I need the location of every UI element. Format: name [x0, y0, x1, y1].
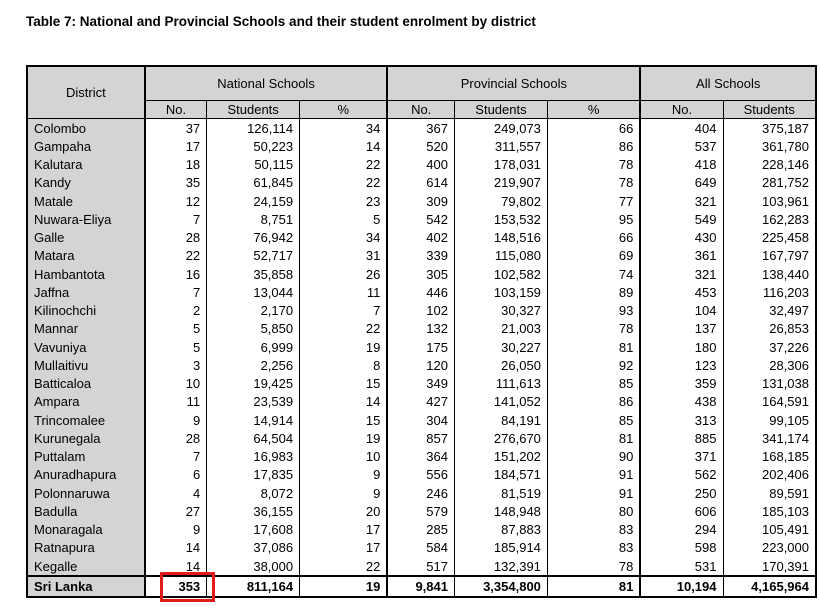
provincial-pct-cell: 81 [547, 338, 640, 356]
all-students-header: Students [723, 101, 816, 119]
all-no-cell: 104 [640, 302, 723, 320]
district-cell: Nuwara-Eliya [27, 210, 145, 228]
all-students-cell: 32,497 [723, 302, 816, 320]
national-pct-cell: 34 [300, 229, 388, 247]
all-no-cell: 371 [640, 448, 723, 466]
provincial-pct-cell: 93 [547, 302, 640, 320]
table-row [27, 119, 816, 138]
table-row [27, 393, 816, 411]
all-students-cell: 103,961 [723, 192, 816, 210]
all-no-cell: 321 [640, 265, 723, 283]
provincial-students-cell: 81,519 [454, 484, 547, 502]
table-row [27, 539, 816, 557]
provincial-no-cell: 304 [387, 411, 454, 429]
provincial-no-cell: 305 [387, 265, 454, 283]
provincial-students-cell: 21,003 [454, 320, 547, 338]
provincial-no-cell: 175 [387, 338, 454, 356]
provincial-students-cell: 178,031 [454, 156, 547, 174]
provincial-students-cell: 148,516 [454, 229, 547, 247]
national-no-cell: 14 [145, 557, 207, 576]
national-no-cell: 10 [145, 375, 207, 393]
all-students-cell: 138,440 [723, 265, 816, 283]
provincial-no-cell: 579 [387, 502, 454, 520]
national-students-cell: 2,170 [207, 302, 300, 320]
provincial-pct-cell: 69 [547, 247, 640, 265]
national-pct-cell: 17 [300, 539, 388, 557]
provincial-no-cell: 120 [387, 356, 454, 374]
all-students-cell: 281,752 [723, 174, 816, 192]
provincial-no-cell: 542 [387, 210, 454, 228]
all-no-cell: 123 [640, 356, 723, 374]
district-cell: Anuradhapura [27, 466, 145, 484]
provincial-pct-cell: 91 [547, 466, 640, 484]
national-pct-cell: 9 [300, 466, 388, 484]
table-row [27, 375, 816, 393]
national-students-cell: 6,999 [207, 338, 300, 356]
provincial-pct-cell: 77 [547, 192, 640, 210]
national-students-cell: 50,223 [207, 137, 300, 155]
table-row [27, 320, 816, 338]
district-cell: Matara [27, 247, 145, 265]
all-students-cell: 223,000 [723, 539, 816, 557]
provincial-students-cell: 79,802 [454, 192, 547, 210]
provincial-students-cell: 102,582 [454, 265, 547, 283]
national-pct-cell: 19 [300, 576, 388, 596]
district-header: District [27, 66, 145, 119]
provincial-students-cell: 30,327 [454, 302, 547, 320]
table-row [27, 338, 816, 356]
all-no-cell: 430 [640, 229, 723, 247]
national-students-cell: 5,850 [207, 320, 300, 338]
provincial-no-cell: 339 [387, 247, 454, 265]
all-students-cell: 164,591 [723, 393, 816, 411]
national-pct-cell: 20 [300, 502, 388, 520]
provincial-pct-cell: 81 [547, 429, 640, 447]
district-cell: Mullaitivu [27, 356, 145, 374]
national-no-cell: 11 [145, 393, 207, 411]
national-pct-cell: 15 [300, 411, 388, 429]
provincial-students-cell: 311,557 [454, 137, 547, 155]
provincial-no-cell: 427 [387, 393, 454, 411]
national-pct-cell: 23 [300, 192, 388, 210]
provincial-students-cell: 111,613 [454, 375, 547, 393]
provincial-no-cell: 857 [387, 429, 454, 447]
all-no-cell: 137 [640, 320, 723, 338]
national-students-cell: 14,914 [207, 411, 300, 429]
national-pct-cell: 7 [300, 302, 388, 320]
provincial-no-cell: 309 [387, 192, 454, 210]
national-students-cell: 13,044 [207, 283, 300, 301]
table-row [27, 557, 816, 576]
all-students-cell: 228,146 [723, 156, 816, 174]
district-cell: Matale [27, 192, 145, 210]
national-students-cell: 811,164 [207, 576, 300, 596]
all-no-cell: 598 [640, 539, 723, 557]
table-body [27, 119, 816, 597]
provincial-students-cell: 219,907 [454, 174, 547, 192]
provincial-pct-cell: 66 [547, 229, 640, 247]
national-pct-header: % [300, 101, 388, 119]
provincial-pct-cell: 83 [547, 539, 640, 557]
provincial-pct-cell: 95 [547, 210, 640, 228]
provincial-pct-header: % [547, 101, 640, 119]
national-schools-header: National Schools [145, 66, 388, 101]
national-pct-cell: 17 [300, 521, 388, 539]
national-students-cell: 24,159 [207, 192, 300, 210]
provincial-no-cell: 520 [387, 137, 454, 155]
provincial-no-cell: 132 [387, 320, 454, 338]
all-no-cell: 418 [640, 156, 723, 174]
table-row [27, 484, 816, 502]
national-pct-cell: 14 [300, 393, 388, 411]
table-row [27, 448, 816, 466]
district-cell: Vavuniya [27, 338, 145, 356]
provincial-no-cell: 556 [387, 466, 454, 484]
national-no-cell: 9 [145, 411, 207, 429]
national-no-cell: 28 [145, 429, 207, 447]
table-row [27, 137, 816, 155]
all-no-cell: 537 [640, 137, 723, 155]
table-row [27, 229, 816, 247]
provincial-no-cell: 614 [387, 174, 454, 192]
provincial-no-cell: 446 [387, 283, 454, 301]
national-students-cell: 38,000 [207, 557, 300, 576]
provincial-students-cell: 151,202 [454, 448, 547, 466]
provincial-pct-cell: 83 [547, 521, 640, 539]
national-students-cell: 23,539 [207, 393, 300, 411]
provincial-students-cell: 84,191 [454, 411, 547, 429]
provincial-pct-cell: 81 [547, 576, 640, 596]
national-no-cell: 17 [145, 137, 207, 155]
all-students-cell: 225,458 [723, 229, 816, 247]
all-students-cell: 341,174 [723, 429, 816, 447]
national-pct-cell: 19 [300, 338, 388, 356]
all-students-cell: 89,591 [723, 484, 816, 502]
district-cell: Kandy [27, 174, 145, 192]
all-students-cell: 116,203 [723, 283, 816, 301]
all-no-cell: 885 [640, 429, 723, 447]
all-students-cell: 361,780 [723, 137, 816, 155]
table-row [27, 265, 816, 283]
provincial-students-header: Students [454, 101, 547, 119]
national-pct-cell: 22 [300, 174, 388, 192]
national-no-cell: 5 [145, 338, 207, 356]
national-pct-cell: 34 [300, 119, 388, 138]
national-no-cell: 37 [145, 119, 207, 138]
national-no-cell: 14 [145, 539, 207, 557]
all-students-cell: 28,306 [723, 356, 816, 374]
national-no-cell: 7 [145, 283, 207, 301]
national-pct-cell: 15 [300, 375, 388, 393]
provincial-no-cell: 349 [387, 375, 454, 393]
table-row [27, 466, 816, 484]
table-row [27, 192, 816, 210]
provincial-no-cell: 400 [387, 156, 454, 174]
national-students-cell: 17,608 [207, 521, 300, 539]
national-students-cell: 126,114 [207, 119, 300, 138]
all-students-cell: 37,226 [723, 338, 816, 356]
provincial-students-cell: 26,050 [454, 356, 547, 374]
district-cell: Trincomalee [27, 411, 145, 429]
national-no-cell: 7 [145, 448, 207, 466]
provincial-pct-cell: 78 [547, 156, 640, 174]
national-pct-cell: 19 [300, 429, 388, 447]
provincial-no-cell: 584 [387, 539, 454, 557]
provincial-pct-cell: 85 [547, 375, 640, 393]
provincial-no-cell: 367 [387, 119, 454, 138]
national-no-header: No. [145, 101, 207, 119]
national-students-cell: 61,845 [207, 174, 300, 192]
table-row [27, 502, 816, 520]
national-students-cell: 19,425 [207, 375, 300, 393]
provincial-pct-cell: 78 [547, 557, 640, 576]
all-no-cell: 453 [640, 283, 723, 301]
national-students-header: Students [207, 101, 300, 119]
provincial-no-cell: 285 [387, 521, 454, 539]
national-students-cell: 36,155 [207, 502, 300, 520]
provincial-students-cell: 249,073 [454, 119, 547, 138]
all-no-cell: 250 [640, 484, 723, 502]
district-cell: Monaragala [27, 521, 145, 539]
national-no-cell: 4 [145, 484, 207, 502]
all-students-cell: 375,187 [723, 119, 816, 138]
national-students-cell: 52,717 [207, 247, 300, 265]
district-cell: Galle [27, 229, 145, 247]
national-students-cell: 16,983 [207, 448, 300, 466]
all-no-cell: 10,194 [640, 576, 723, 596]
provincial-pct-cell: 86 [547, 137, 640, 155]
district-cell: Colombo [27, 119, 145, 138]
district-cell: Badulla [27, 502, 145, 520]
all-students-cell: 167,797 [723, 247, 816, 265]
all-no-cell: 180 [640, 338, 723, 356]
national-pct-cell: 8 [300, 356, 388, 374]
provincial-students-cell: 115,080 [454, 247, 547, 265]
district-cell: Kegalle [27, 557, 145, 576]
national-students-cell: 2,256 [207, 356, 300, 374]
all-students-cell: 168,185 [723, 448, 816, 466]
provincial-students-cell: 3,354,800 [454, 576, 547, 596]
provincial-students-cell: 87,883 [454, 521, 547, 539]
all-no-cell: 313 [640, 411, 723, 429]
provincial-pct-cell: 86 [547, 393, 640, 411]
national-no-cell: 27 [145, 502, 207, 520]
table-row [27, 174, 816, 192]
district-cell: Mannar [27, 320, 145, 338]
provincial-no-cell: 102 [387, 302, 454, 320]
district-cell: Batticaloa [27, 375, 145, 393]
national-no-cell: 16 [145, 265, 207, 283]
total-row [27, 576, 816, 596]
table-row [27, 247, 816, 265]
all-students-cell: 131,038 [723, 375, 816, 393]
provincial-pct-cell: 85 [547, 411, 640, 429]
all-no-cell: 649 [640, 174, 723, 192]
all-no-cell: 438 [640, 393, 723, 411]
provincial-no-cell: 364 [387, 448, 454, 466]
national-students-cell: 76,942 [207, 229, 300, 247]
national-students-cell: 8,751 [207, 210, 300, 228]
all-students-cell: 26,853 [723, 320, 816, 338]
all-no-header: No. [640, 101, 723, 119]
national-students-cell: 37,086 [207, 539, 300, 557]
national-students-cell: 8,072 [207, 484, 300, 502]
provincial-no-cell: 9,841 [387, 576, 454, 596]
table-row [27, 302, 816, 320]
all-schools-header: All Schools [640, 66, 816, 101]
all-students-cell: 202,406 [723, 466, 816, 484]
district-cell: Ratnapura [27, 539, 145, 557]
national-no-cell: 28 [145, 229, 207, 247]
national-no-cell: 7 [145, 210, 207, 228]
provincial-no-cell: 246 [387, 484, 454, 502]
all-no-cell: 294 [640, 521, 723, 539]
provincial-pct-cell: 91 [547, 484, 640, 502]
provincial-students-cell: 276,670 [454, 429, 547, 447]
provincial-students-cell: 103,159 [454, 283, 547, 301]
provincial-students-cell: 185,914 [454, 539, 547, 557]
table-row [27, 156, 816, 174]
national-pct-cell: 9 [300, 484, 388, 502]
table-row [27, 356, 816, 374]
national-no-cell: 12 [145, 192, 207, 210]
national-students-cell: 35,858 [207, 265, 300, 283]
national-no-cell: 3 [145, 356, 207, 374]
provincial-students-cell: 141,052 [454, 393, 547, 411]
district-cell: Sri Lanka [27, 576, 145, 596]
provincial-pct-cell: 78 [547, 320, 640, 338]
national-students-cell: 64,504 [207, 429, 300, 447]
provincial-pct-cell: 78 [547, 174, 640, 192]
district-cell: Kurunegala [27, 429, 145, 447]
provincial-no-cell: 517 [387, 557, 454, 576]
all-students-cell: 99,105 [723, 411, 816, 429]
district-cell: Polonnaruwa [27, 484, 145, 502]
national-pct-cell: 22 [300, 557, 388, 576]
all-no-cell: 549 [640, 210, 723, 228]
national-pct-cell: 11 [300, 283, 388, 301]
provincial-pct-cell: 90 [547, 448, 640, 466]
all-no-cell: 404 [640, 119, 723, 138]
national-no-cell: 2 [145, 302, 207, 320]
all-students-cell: 185,103 [723, 502, 816, 520]
national-pct-cell: 26 [300, 265, 388, 283]
enrolment-table [26, 65, 817, 598]
table-title: Table 7: National and Provincial Schools and their student enrolment by district [26, 14, 536, 29]
national-pct-cell: 10 [300, 448, 388, 466]
provincial-students-cell: 148,948 [454, 502, 547, 520]
provincial-no-cell: 402 [387, 229, 454, 247]
all-no-cell: 321 [640, 192, 723, 210]
district-cell: Kilinochchi [27, 302, 145, 320]
all-students-cell: 170,391 [723, 557, 816, 576]
provincial-pct-cell: 89 [547, 283, 640, 301]
all-students-cell: 4,165,964 [723, 576, 816, 596]
provincial-students-cell: 184,571 [454, 466, 547, 484]
national-pct-cell: 5 [300, 210, 388, 228]
district-cell: Jaffna [27, 283, 145, 301]
all-no-cell: 531 [640, 557, 723, 576]
table-row [27, 283, 816, 301]
provincial-schools-header: Provincial Schools [387, 66, 640, 101]
district-cell: Gampaha [27, 137, 145, 155]
national-no-cell: 353 [145, 576, 207, 596]
district-cell: Puttalam [27, 448, 145, 466]
national-pct-cell: 14 [300, 137, 388, 155]
district-cell: Hambantota [27, 265, 145, 283]
provincial-students-cell: 30,227 [454, 338, 547, 356]
national-no-cell: 9 [145, 521, 207, 539]
national-no-cell: 5 [145, 320, 207, 338]
national-no-cell: 6 [145, 466, 207, 484]
national-pct-cell: 31 [300, 247, 388, 265]
national-pct-cell: 22 [300, 320, 388, 338]
national-no-cell: 18 [145, 156, 207, 174]
all-students-cell: 105,491 [723, 521, 816, 539]
table-row [27, 429, 816, 447]
all-no-cell: 361 [640, 247, 723, 265]
provincial-students-cell: 132,391 [454, 557, 547, 576]
all-no-cell: 562 [640, 466, 723, 484]
provincial-pct-cell: 92 [547, 356, 640, 374]
table-row [27, 210, 816, 228]
all-students-cell: 162,283 [723, 210, 816, 228]
table-row [27, 521, 816, 539]
provincial-pct-cell: 66 [547, 119, 640, 138]
provincial-pct-cell: 74 [547, 265, 640, 283]
all-no-cell: 359 [640, 375, 723, 393]
district-cell: Ampara [27, 393, 145, 411]
provincial-no-header: No. [387, 101, 454, 119]
district-cell: Kalutara [27, 156, 145, 174]
national-students-cell: 17,835 [207, 466, 300, 484]
provincial-students-cell: 153,532 [454, 210, 547, 228]
all-no-cell: 606 [640, 502, 723, 520]
table-row [27, 411, 816, 429]
national-no-cell: 22 [145, 247, 207, 265]
national-students-cell: 50,115 [207, 156, 300, 174]
provincial-pct-cell: 80 [547, 502, 640, 520]
national-no-cell: 35 [145, 174, 207, 192]
national-pct-cell: 22 [300, 156, 388, 174]
